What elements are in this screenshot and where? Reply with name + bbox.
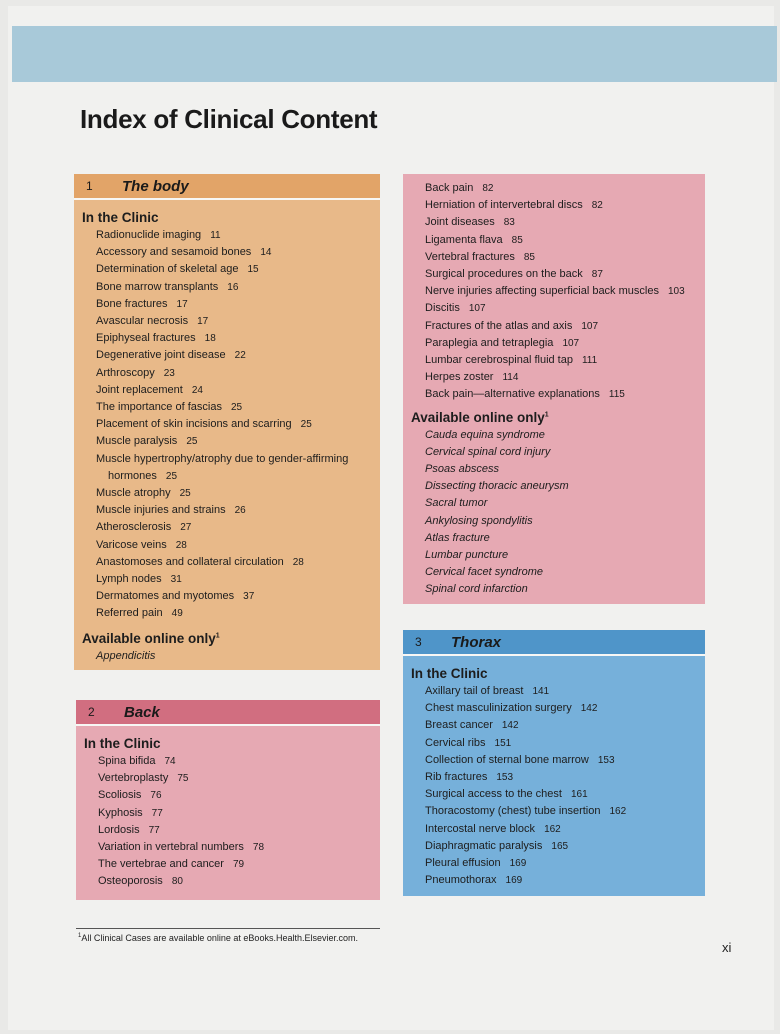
index-entry: [82, 330, 372, 347]
entry-title: Collection of sternal bone marrow: [425, 753, 589, 766]
entry-title: Back pain—alternative explanations: [425, 388, 600, 401]
index-entry: [82, 416, 372, 433]
entry-page-number: 107: [581, 320, 599, 332]
entry-title: Cervical ribs: [425, 736, 486, 749]
index-entry: [84, 873, 372, 890]
entry-title: Radionuclide imaging: [96, 229, 202, 241]
entry-title: Thoracostomy (chest) tube insertion: [425, 805, 601, 818]
online-entry: Atlas fracture: [425, 531, 490, 544]
online-entry: Dissecting thoracic aneurysm: [425, 480, 569, 493]
chapter-body-list: [74, 200, 380, 670]
index-entry: [82, 313, 372, 330]
entry-page-number: 103: [667, 286, 685, 298]
entry-title: Axillary tail of breast: [425, 685, 524, 697]
index-entry: [411, 369, 697, 386]
online-only-heading: [411, 410, 697, 425]
online-only-heading: [82, 631, 372, 646]
entry-title: Surgical access to the chest: [425, 788, 562, 801]
entry-title: Pneumothorax: [425, 874, 497, 887]
entry-page-number: 161: [570, 789, 588, 801]
entry-title: Bone marrow transplants: [96, 280, 219, 293]
index-entry: [411, 180, 697, 197]
entry-page-number: 75: [177, 773, 189, 785]
entry-page-number: 77: [151, 807, 163, 819]
chapter-title: Thorax: [451, 633, 502, 651]
entry-title: Scoliosis: [98, 789, 142, 802]
clinic-entry-list: [411, 180, 697, 404]
entry-page-number: 17: [197, 316, 209, 328]
entry-title: Muscle injuries and strains: [96, 504, 226, 517]
footnote-text: All Clinical Cases are available online at eBooks.Health.Elsevier.com.: [81, 933, 358, 943]
entry-page-number: 22: [234, 350, 246, 362]
online-entry: Psoas abscess: [425, 463, 499, 476]
chapter-back-list: [76, 726, 380, 900]
entry-title: Lymph nodes: [96, 573, 162, 586]
entry-title: Anastomoses and collateral circulation: [96, 555, 284, 568]
index-entry: [84, 753, 372, 770]
entry-title: Back pain: [425, 182, 474, 194]
entry-page-number: 37: [243, 591, 255, 603]
online-entry-list: [411, 427, 697, 599]
entry-page-number: 15: [247, 264, 259, 276]
entry-page-number: 153: [597, 754, 615, 766]
entry-page-number: 31: [170, 574, 182, 586]
footnote-divider: [76, 928, 380, 929]
entry-page-number: 82: [482, 183, 494, 194]
entry-page-number: 115: [608, 389, 625, 401]
entry-title: Lumbar cerebrospinal fluid tap: [425, 354, 573, 367]
entry-page-number: 107: [468, 303, 486, 315]
index-entry: [411, 352, 697, 369]
entry-page-number: 76: [150, 790, 162, 802]
entry-title: The vertebrae and cancer: [98, 858, 224, 871]
chapter-header-thorax: [403, 630, 705, 656]
entry-page-number: 49: [171, 608, 183, 620]
entry-title: Lordosis: [98, 823, 140, 836]
index-entry: [411, 318, 697, 335]
entry-title: Rib fractures: [425, 771, 488, 784]
entry-title: Joint diseases: [425, 216, 495, 229]
index-entry: [411, 700, 697, 717]
chapter-panel-back-continued: [403, 174, 705, 604]
entry-title: Varicose veins: [96, 538, 167, 551]
entry-page-number: 26: [234, 505, 246, 517]
entry-page-number: 169: [509, 858, 527, 870]
index-entry: [82, 588, 372, 605]
entry-title: Kyphosis: [98, 806, 143, 819]
entry-page-number: 17: [176, 298, 188, 310]
entry-title: Dermatomes and myotomes: [96, 590, 235, 603]
index-entry: [82, 519, 372, 536]
index-entry: [82, 296, 372, 313]
entry-page-number: 74: [164, 756, 176, 767]
entry-page-number: 25: [165, 470, 178, 482]
index-entry: [411, 683, 697, 700]
index-entry: [82, 433, 372, 450]
chapter-back-continued-list: [403, 174, 705, 604]
chapter-number: 3: [415, 635, 422, 649]
entry-title: Vertebroplasty: [98, 772, 169, 785]
entry-title: Referred pain: [96, 607, 163, 620]
online-only-label: Available online only: [82, 630, 216, 646]
entry-page-number: 82: [591, 200, 603, 212]
entry-page-number: 85: [511, 234, 523, 246]
entry-title: Arthroscopy: [96, 366, 155, 379]
index-entry: [411, 803, 697, 820]
index-entry: [411, 386, 697, 403]
index-entry: [82, 347, 372, 364]
entry-page-number: 80: [171, 876, 183, 888]
in-the-clinic-heading: In the Clinic: [84, 736, 161, 751]
footnote-marker: 1: [215, 632, 220, 640]
index-entry: [411, 855, 697, 872]
index-entry: [82, 451, 372, 485]
index-entry: [411, 300, 697, 317]
entry-title: Bone fractures: [96, 297, 168, 310]
chapter-panel-thorax: [403, 630, 705, 896]
entry-title: Vertebral fractures: [425, 250, 515, 263]
entry-title: Muscle hypertrophy/atrophy due to gender-affirming: [96, 452, 349, 465]
entry-title: Atherosclerosis: [96, 521, 172, 534]
entry-title: Diaphragmatic paralysis: [425, 839, 543, 852]
online-entry: Appendicitis: [96, 649, 156, 662]
footnote-marker: 1: [544, 411, 549, 419]
chapter-panel-body: [74, 174, 380, 670]
index-entry: [82, 554, 372, 571]
entry-page-number: 28: [175, 539, 187, 551]
index-entry: [84, 839, 372, 856]
index-entry: [411, 821, 697, 838]
chapter-title: The body: [122, 177, 189, 195]
index-entry: [411, 717, 697, 734]
index-entry: [84, 822, 372, 839]
entry-title: Joint replacement: [96, 383, 183, 396]
chapter-number: 1: [86, 179, 93, 193]
index-entry: [82, 244, 372, 261]
clinic-entry-list: [82, 227, 372, 623]
entry-page-number: 153: [496, 772, 514, 784]
entry-page-number: 14: [260, 247, 272, 259]
clinic-entry-list: [84, 753, 372, 891]
entry-title: The importance of fascias: [96, 401, 222, 414]
index-entry: [82, 279, 372, 296]
online-entry-list: [82, 648, 372, 665]
chapter-header-body: [74, 174, 380, 200]
entry-page-number: 87: [591, 269, 603, 281]
index-entry: [84, 770, 372, 787]
index-entry: [411, 838, 697, 855]
index-entry: [82, 261, 372, 278]
index-entry: [411, 335, 697, 352]
entry-page-number: 23: [163, 367, 175, 379]
index-entry: [411, 769, 697, 786]
entry-title: Fractures of the atlas and axis: [425, 319, 573, 332]
entry-page-number: 114: [502, 372, 519, 384]
entry-page-number: 16: [227, 281, 239, 293]
index-entry: [84, 805, 372, 822]
index-entry: [411, 872, 697, 889]
entry-page-number: 78: [252, 842, 265, 854]
index-entry: [411, 214, 697, 231]
entry-title: Muscle paralysis: [96, 435, 178, 448]
entry-title: Herniation of intervertebral discs: [425, 199, 583, 212]
online-entry: Cauda equina syndrome: [425, 428, 545, 441]
online-entry: Cervical spinal cord injury: [425, 445, 551, 458]
entry-title: Paraplegia and tetraplegia: [425, 336, 554, 349]
clinic-entry-list: [411, 683, 697, 889]
entry-title: Variation in vertebral numbers: [98, 841, 244, 854]
entry-title: Intercostal nerve block: [425, 822, 536, 835]
entry-page-number: 162: [609, 806, 627, 818]
entry-page-number: 25: [300, 419, 312, 431]
index-entry: [411, 266, 697, 283]
entry-page-number: 141: [532, 686, 550, 697]
entry-title-continued: hormones 25: [108, 469, 178, 482]
index-entry: [82, 537, 372, 554]
entry-page-number: 142: [501, 720, 519, 732]
entry-page-number: 27: [180, 522, 192, 534]
entry-title: Osteoporosis: [98, 875, 163, 888]
entry-page-number: 25: [179, 488, 191, 500]
entry-title: Herpes zoster: [425, 371, 494, 384]
entry-page-number: 151: [494, 737, 512, 749]
footnote: [78, 933, 358, 943]
entry-page-number: 85: [523, 251, 535, 263]
entry-title: Discitis: [425, 302, 460, 315]
index-entry: [84, 787, 372, 804]
index-entry: [82, 571, 372, 588]
index-entry: [411, 735, 697, 752]
entry-title: Breast cancer: [425, 719, 493, 732]
chapter-title: Back: [124, 703, 160, 721]
entry-title: Chest masculinization surgery: [425, 702, 572, 715]
entry-title: Ligamenta flava: [425, 233, 503, 246]
chapter-thorax-list: [403, 656, 705, 896]
entry-title: Determination of skeletal age: [96, 263, 239, 276]
entry-page-number: 83: [503, 217, 515, 229]
entry-page-number: 111: [581, 355, 598, 367]
index-entry: [82, 605, 372, 622]
online-entry: Sacral tumor: [425, 497, 488, 510]
footnote-marker: 1: [78, 933, 82, 939]
index-entry: [411, 283, 697, 300]
entry-page-number: 25: [186, 436, 198, 448]
entry-title: Placement of skin incisions and scarring: [96, 418, 292, 431]
page-number: xi: [722, 940, 732, 955]
index-entry: [82, 227, 372, 244]
online-entry: Ankylosing spondylitis: [425, 514, 533, 527]
entry-title: Accessory and sesamoid bones: [96, 246, 252, 259]
index-entry: [82, 382, 372, 399]
entry-title: Pleural effusion: [425, 857, 501, 870]
entry-title: Degenerative joint disease: [96, 349, 226, 362]
entry-title: Epiphyseal fractures: [96, 332, 196, 345]
online-entry: Spinal cord infarction: [425, 583, 528, 596]
entry-title: Muscle atrophy: [96, 487, 171, 500]
entry-title: Spina bifida: [98, 755, 156, 767]
entry-page-number: 18: [204, 333, 216, 345]
entry-title: Surgical procedures on the back: [425, 268, 583, 281]
in-the-clinic-heading: In the Clinic: [82, 210, 159, 225]
online-entry: Lumbar puncture: [425, 549, 509, 562]
index-entry: [82, 365, 372, 382]
index-entry: [84, 856, 372, 873]
page-title: Index of Clinical Content: [80, 104, 378, 134]
entry-page-number: 77: [148, 824, 160, 836]
chapter-panel-back: [76, 700, 380, 900]
chapter-number: 2: [88, 705, 95, 719]
entry-page-number: 162: [544, 823, 561, 835]
entry-page-number: 107: [562, 337, 580, 349]
entry-page-number: 24: [191, 384, 203, 396]
entry-page-number: 165: [551, 840, 569, 852]
entry-page-number: 169: [505, 875, 523, 887]
entry-page-number: 25: [230, 402, 243, 414]
online-only-label: Available online only: [411, 409, 545, 425]
index-entry: [82, 485, 372, 502]
top-color-band: [12, 26, 777, 82]
entry-page-number: 142: [580, 703, 598, 715]
entry-page-number: 79: [232, 859, 245, 871]
index-entry: [411, 786, 697, 803]
online-entry: Cervical facet syndrome: [425, 566, 543, 579]
index-entry: [411, 232, 697, 249]
index-entry: [82, 502, 372, 519]
index-entry: [411, 249, 697, 266]
entry-page-number: 28: [292, 556, 304, 568]
index-entry: [82, 399, 372, 416]
index-entry: [411, 752, 697, 769]
entry-title: Nerve injuries affecting superficial back muscles: [425, 285, 659, 298]
in-the-clinic-heading: In the Clinic: [411, 666, 488, 681]
entry-page-number: 11: [210, 230, 221, 241]
index-entry: [411, 197, 697, 214]
entry-title: Avascular necrosis: [96, 315, 189, 328]
chapter-header-back: [76, 700, 380, 726]
